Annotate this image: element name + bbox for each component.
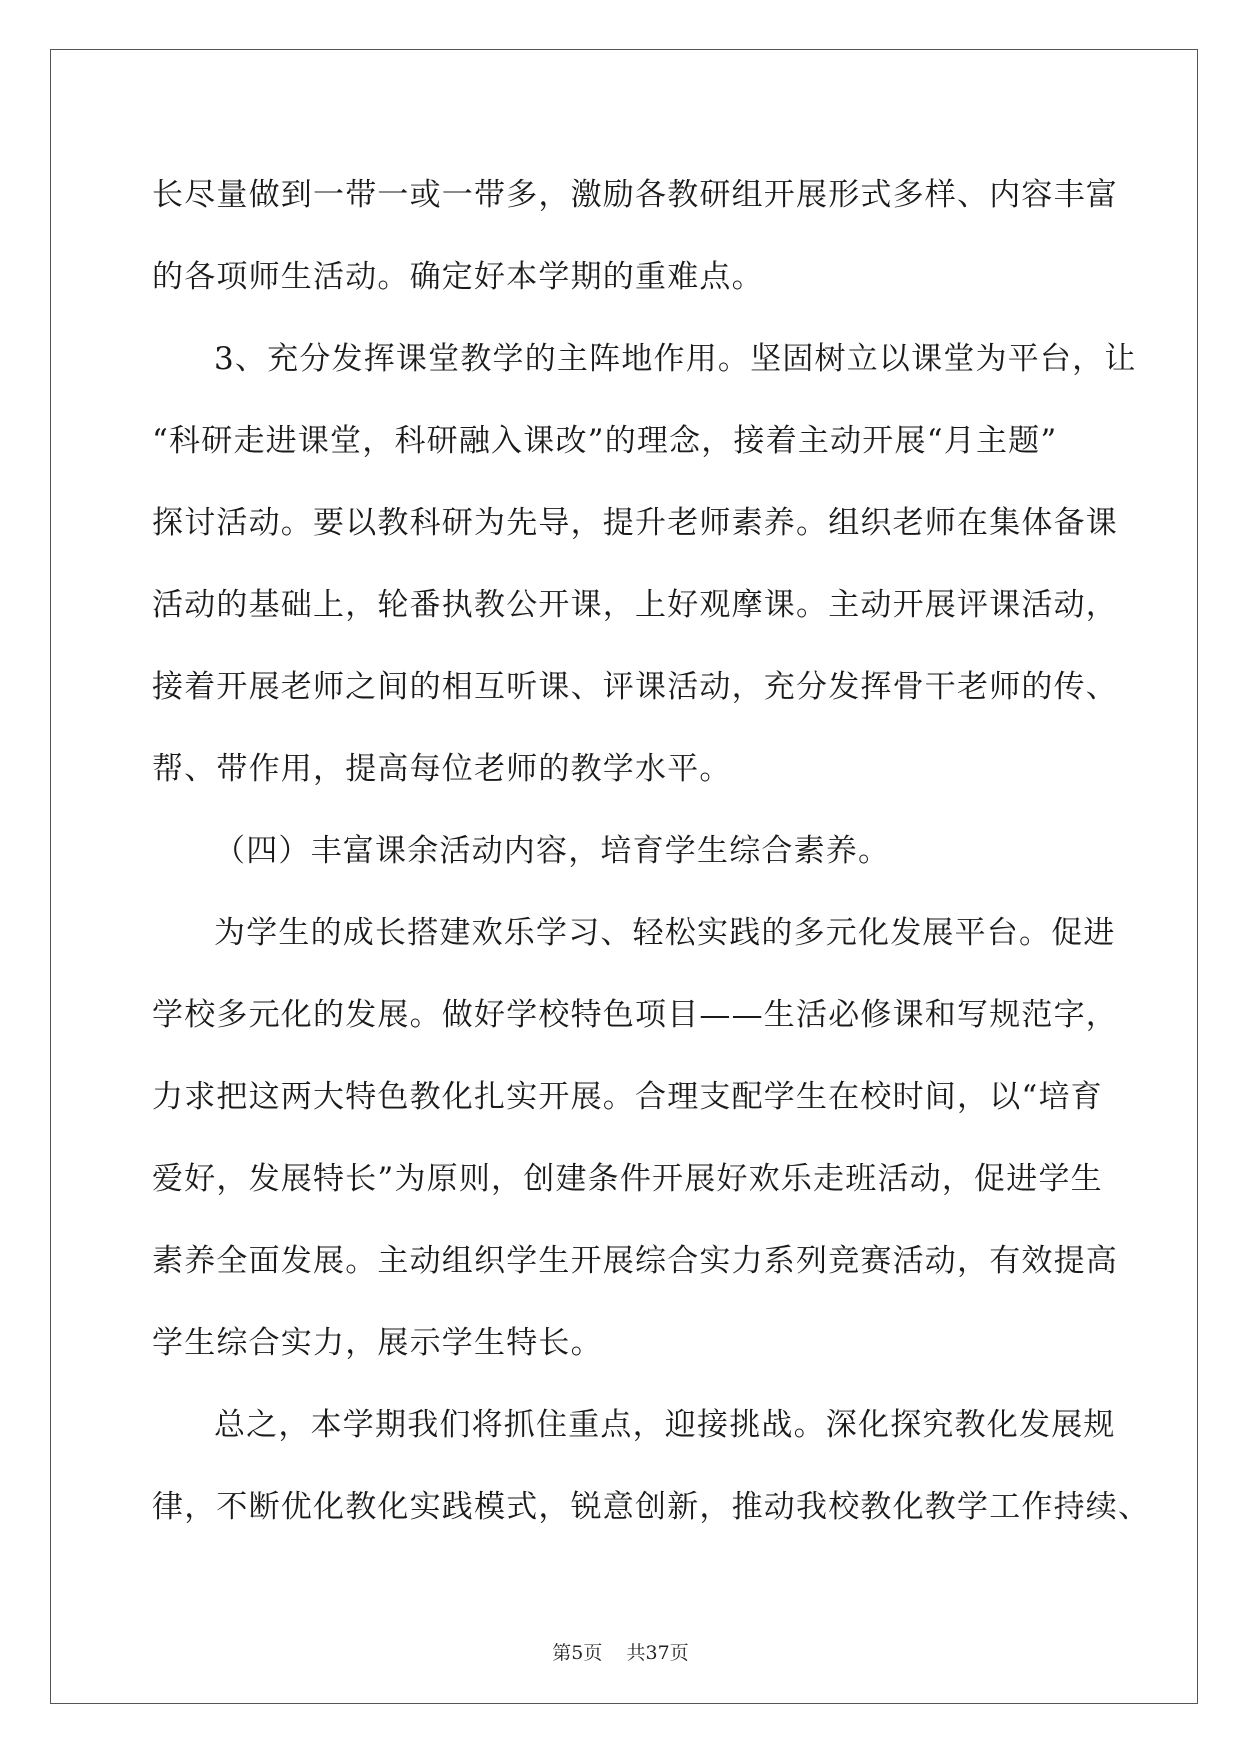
text-line: 为学生的成长搭建欢乐学习、轻松实践的多元化发展平台。促进 [214,915,1116,951]
page-number-footer: 第5页 共37页 [552,1642,689,1664]
text-line: 学生综合实力，展示学生特长。 [152,1325,603,1361]
text-line: 探讨活动。要以教科研为先导，提升老师素养。组织老师在集体备课 [152,505,1118,541]
section-heading: （四）丰富课余活动内容，培育学生综合素养。 [214,833,891,869]
text-line: 素养全面发展。主动组织学生开展综合实力系列竞赛活动，有效提高 [152,1243,1118,1279]
text-line: 学校多元化的发展。做好学校特色项目——生活必修课和写规范字， [152,997,1118,1033]
text-line: 爱好，发展特长”为原则，创建条件开展好欢乐走班活动，促进学生 [152,1161,1103,1197]
text-line: 长尽量做到一带一或一带多，激励各教研组开展形式多样、内容丰富 [152,177,1118,213]
text-line: 活动的基础上，轮番执教公开课，上好观摩课。主动开展评课活动， [152,587,1118,623]
text-line: 律，不断优化教化实践模式，锐意创新，推动我校教化教学工作持续、 [152,1489,1151,1525]
document-body [152,160,1151,1554]
text-line: 帮、带作用，提高每位老师的教学水平。 [152,751,732,787]
text-line: “科研走进课堂，科研融入课改”的理念，接着主动开展“月主题” [152,423,1058,459]
text-line: 总之，本学期我们将抓住重点，迎接挑战。深化探究教化发展规 [214,1407,1116,1443]
text-line: 力求把这两大特色教化扎实开展。合理支配学生在校时间，以“培育 [152,1079,1103,1115]
text-line: 接着开展老师之间的相互听课、评课活动，充分发挥骨干老师的传、 [152,669,1118,705]
text-line: 3、充分发挥课堂教学的主阵地作用。坚固树立以课堂为平台，让 [214,341,1137,377]
text-line: 的各项师生活动。确定好本学期的重难点。 [152,259,764,295]
